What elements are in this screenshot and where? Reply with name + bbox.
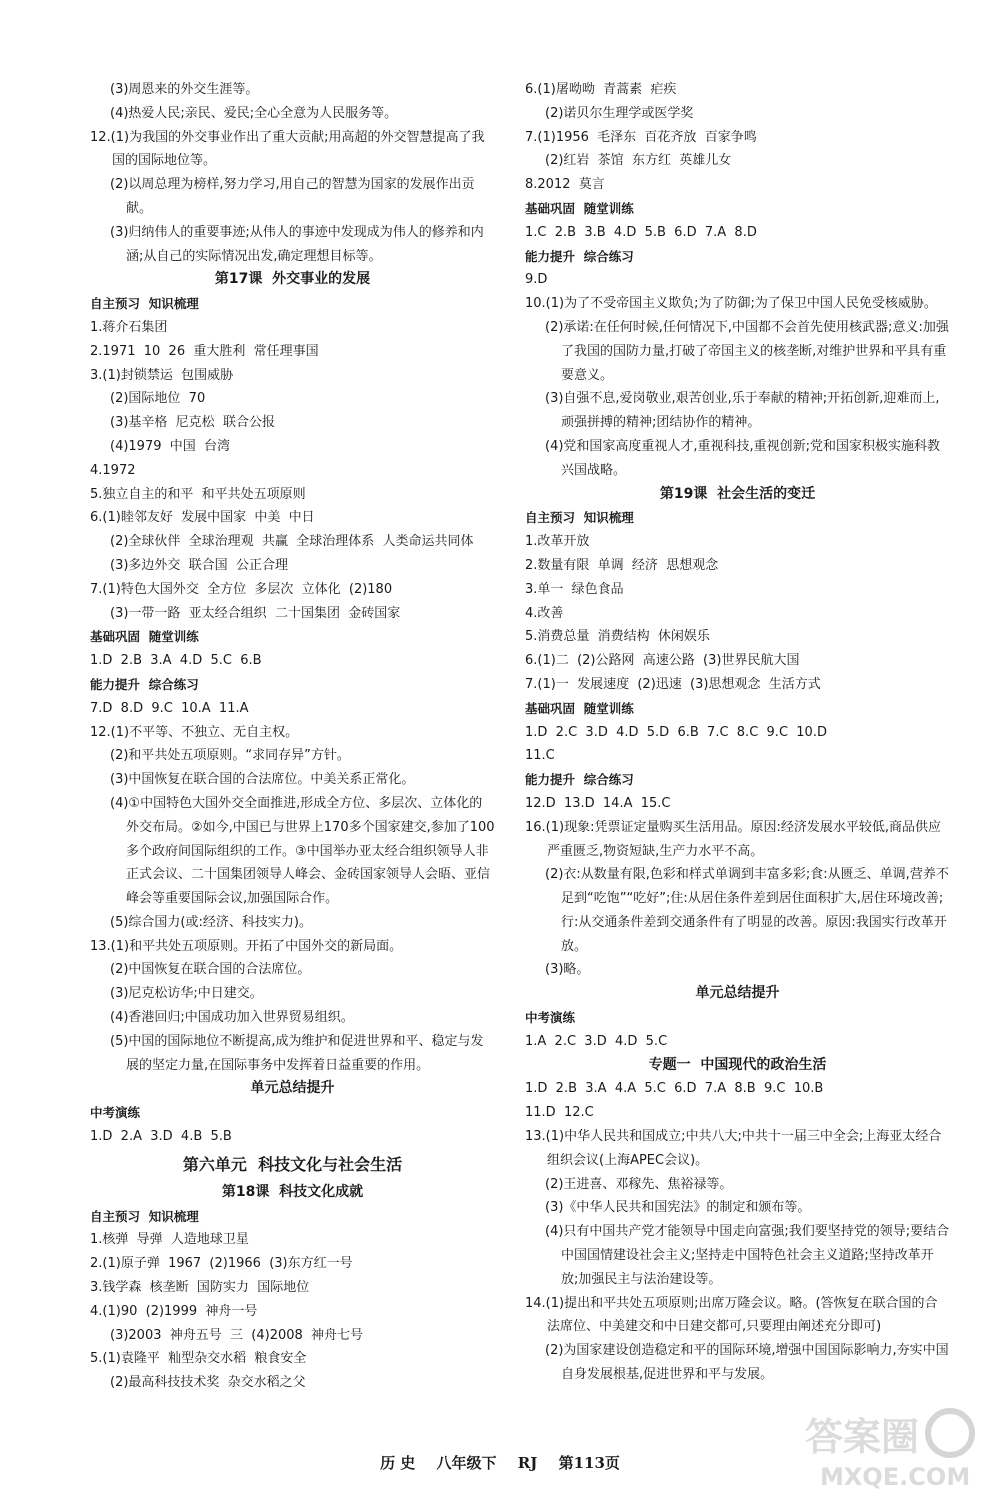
answer-line: 2.数量有限 单调 经济 思想观念 [525, 557, 719, 573]
answer-line: 1.蒋介石集团 [90, 319, 168, 335]
answer-line: 11.D 12.C [525, 1105, 594, 1121]
watermark-logo [800, 1395, 985, 1495]
answer-line: (3)周恩来的外交生涯等。 [110, 82, 259, 97]
section-label: 能力提升 综合练习 [90, 676, 199, 692]
answer-line: 3.钱学森 核垄断 国防实力 国际地位 [90, 1280, 310, 1296]
answer-line: 3.单一 绿色食品 [525, 581, 624, 597]
section-heading: 单元总结提升 [695, 985, 780, 1002]
section-label: 能力提升 综合练习 [525, 772, 634, 788]
footer-page-number: 第113页 [558, 1454, 620, 1472]
section-heading: 单元总结提升 [250, 1080, 335, 1097]
section-heading: 第六单元 科技文化与社会生活 [182, 1154, 403, 1174]
footer-grade: 八年级下 [436, 1454, 497, 1472]
answer-line: (3)自强不息,爱岗敬业,艰苦创业,乐于奉献的精神;开拓创新,迎难而上,顽强拼搏的精神;团结协作的精神。 [545, 391, 940, 431]
answer-line: (3)多边外交 联合国 公正合理 [110, 557, 288, 573]
answer-line: 1.D 2.B 3.A 4.A 5.C 6.D 7.A 8.B 9.C 10.B [525, 1081, 824, 1097]
section-label: 自主预习 知识梳理 [525, 510, 634, 526]
svg-text:答案圈: 答案圈 [805, 1415, 920, 1459]
answer-line: 3.(1)封锁禁运 包围威胁 [90, 367, 234, 383]
left-column [90, 78, 495, 1395]
answer-line: (2)国际地位 70 [110, 391, 206, 407]
answer-line: 1.核弹 导弹 人造地球卫星 [90, 1232, 249, 1248]
answer-line: 1.改革开放 [525, 534, 590, 550]
answer-line: 8.2012 莫言 [525, 177, 605, 193]
answer-line: (4)①中国特色大国外交全面推进,形成全方位、多层次、立体化的外交布局。②如今,中国已与世界上170多个国家建交,参加了100多个政府间国际组织的工作。③中国举办亚太经合组织领导人非正式会议、二十国集团领导人峰会、金砖国家领导人会晤、亚信峰会等重要国际会议,加强国际合作。 [110, 795, 495, 907]
answer-line: (4)只有中国共产党才能领导中国走向富强;我们要坚持党的领导;要结合中国国情建设社会主义;坚持走中国特色社会主义道路;坚持改革开放;加强民主与法治建设等。 [545, 1224, 950, 1287]
section-label: 中考演练 [90, 1105, 141, 1121]
answer-line: (3)略。 [545, 962, 590, 978]
answer-line: 7.(1)一 发展速度 (2)迅速 (3)思想观念 生活方式 [525, 676, 821, 692]
answer-line: 5.独立自主的和平 和平共处五项原则 [90, 486, 306, 502]
answer-line: 16.(1)现象:凭票证定量购买生活用品。原因:经济发展水平较低,商品供应严重匮乏,物资短缺,生产力水平不高。 [525, 819, 941, 859]
answer-line: (4)热爱人民;亲民、爱民;全心全意为人民服务等。 [110, 105, 398, 121]
answer-line: (3)中国恢复在联合国的合法席位。中美关系正常化。 [110, 772, 415, 788]
answer-line: (2)和平共处五项原则。“求同存异”方针。 [110, 748, 350, 764]
svg-text:MXQE.COM: MXQE.COM [820, 1463, 971, 1491]
answer-line: 4.1972 [90, 462, 136, 478]
answer-line: (3)基辛格 尼克松 联合公报 [110, 415, 275, 431]
answer-line: (2)王进喜、邓稼先、焦裕禄等。 [545, 1176, 733, 1192]
answer-line: 6.(1)睦邻友好 发展中国家 中美 中日 [90, 510, 315, 526]
answer-line: (4)香港回归;中国成功加入世界贸易组织。 [110, 1010, 354, 1026]
answer-line: (2)承诺:在任何时候,任何情况下,中国都不会首先使用核武器;意义:加强了我国的国防力量,打破了帝国主义的核垄断,对维护世界和平具有重要意义。 [545, 319, 949, 383]
answer-line: (5)中国的国际地位不断提高,成为维护和促进世界和平、稳定与发展的坚定力量,在国际事务中发挥着日益重要的作用。 [110, 1033, 484, 1073]
answer-line: 12.D 13.D 14.A 15.C [525, 795, 671, 811]
section-heading: 第18课 科技文化成就 [221, 1183, 364, 1200]
section-label: 基础巩固 随堂训练 [525, 700, 634, 716]
answer-line: 12.(1)不平等、不独立、无自主权。 [90, 724, 299, 740]
answer-line: 2.1971 10 26 重大胜利 常任理事国 [90, 343, 319, 359]
answer-line: 1.A 2.C 3.D 4.D 5.C [525, 1033, 668, 1049]
footer-edition: RJ [517, 1454, 538, 1472]
answer-line: (3)一带一路 亚太经合组织 二十国集团 金砖国家 [110, 605, 401, 621]
answer-line: (2)红岩 茶馆 东方红 英雄儿女 [545, 153, 732, 169]
answer-line: 1.D 2.C 3.D 4.D 5.D 6.B 7.C 8.C 9.C 10.D [525, 724, 827, 740]
answer-line: (2)中国恢复在联合国的合法席位。 [110, 962, 311, 978]
answer-line: 6.(1)屠呦呦 青蒿素 疟疾 [525, 82, 677, 97]
answer-line: (2)诺贝尔生理学或医学奖 [545, 105, 694, 121]
answer-line: 5.消费总量 消费结构 休闲娱乐 [525, 629, 710, 645]
answer-line: 4.(1)90 (2)1999 神舟一号 [90, 1303, 258, 1319]
answer-line: (3)归纳伟人的重要事迹;从伟人的事迹中发现成为伟人的修养和内涵;从自己的实际情况出发,确定理想目标等。 [110, 224, 484, 264]
answer-line: 1.C 2.B 3.B 4.D 5.B 6.D 7.A 8.D [525, 224, 757, 240]
answer-line: 10.(1)为了不受帝国主义欺负;为了防御;为了保卫中国人民免受核威胁。 [525, 296, 937, 312]
answer-line: 14.(1)提出和平共处五项原则;出席万隆会议。略。(答恢复在联合国的合法席位、中美建交和中日建交都可,只要理由阐述充分即可) [525, 1295, 938, 1335]
answer-line: 4.改善 [525, 605, 564, 621]
right-column [525, 78, 950, 1387]
answer-line: (2)最高科技技术奖 杂交水稻之父 [110, 1375, 306, 1391]
answer-line: 7.(1)1956 毛泽东 百花齐放 百家争鸣 [525, 129, 757, 145]
answer-line: 1.D 2.B 3.A 4.D 5.C 6.B [90, 653, 262, 669]
answer-line: 6.(1)二 (2)公路网 高速公路 (3)世界民航大国 [525, 653, 800, 669]
answer-line: (4)1979 中国 台湾 [110, 438, 231, 454]
section-label: 自主预习 知识梳理 [90, 1208, 199, 1224]
footer-subject: 历 史 [380, 1454, 416, 1472]
answer-line: (3)2003 神舟五号 三 (4)2008 神舟七号 [110, 1327, 364, 1343]
section-heading: 第17课 外交事业的发展 [214, 271, 371, 288]
section-label: 基础巩固 随堂训练 [90, 629, 199, 645]
answer-line: 11.C [525, 748, 555, 764]
answer-line: (4)党和国家高度重视人才,重视科技,重视创新;党和国家积极实施科教兴国战略。 [545, 438, 941, 478]
answer-line: (2)为国家建设创造稳定和平的国际环境,增强中国国际影响力,夯实中国自身发展根基,促进世界和平与发展。 [545, 1343, 949, 1383]
section-heading: 第19课 社会生活的变迁 [659, 485, 816, 502]
answer-line: 1.D 2.A 3.D 4.B 5.B [90, 1129, 232, 1145]
answer-line: 7.D 8.D 9.C 10.A 11.A [90, 700, 249, 716]
answer-line: 13.(1)和平共处五项原则。开拓了中国外交的新局面。 [90, 938, 403, 954]
answer-line: (2)衣:从数量有限,色彩和样式单调到丰富多彩;食:从匮乏、单调,营养不足到“吃饱”“吃好”;住:从居住条件差到居住面积扩大,居住环境改善;行:从交通条件差到交通条件有了明显的改善。原因:我国实行改革开放。 [545, 867, 949, 954]
section-heading: 专题一 中国现代的政治生活 [648, 1056, 827, 1073]
answer-line: (2)以周总理为榜样,努力学习,用自己的智慧为国家的发展作出贡献。 [110, 177, 475, 216]
answer-line: 5.(1)袁隆平 籼型杂交水稻 粮食安全 [90, 1351, 307, 1367]
answer-line: 7.(1)特色大国外交 全方位 多层次 立体化 (2)180 [90, 581, 393, 597]
answer-line: 2.(1)原子弹 1967 (2)1966 (3)东方红一号 [90, 1256, 353, 1272]
answer-line: 9.D [525, 272, 548, 288]
section-label: 基础巩固 随堂训练 [525, 200, 634, 216]
answer-line: (5)综合国力(或:经济、科技实力)。 [110, 914, 312, 930]
section-label: 能力提升 综合练习 [525, 248, 634, 264]
answer-line: 12.(1)为我国的外交事业作出了重大贡献;用高超的外交智慧提高了我国的国际地位等。 [90, 129, 485, 169]
answer-line: 13.(1)中华人民共和国成立;中共八大;中共十一届三中全会;上海亚太经合组织会议(上海APEC会议)。 [525, 1129, 942, 1168]
answer-line: (2)全球伙伴 全球治理观 共赢 全球治理体系 人类命运共同体 [110, 534, 474, 550]
section-label: 中考演练 [525, 1010, 576, 1026]
section-label: 自主预习 知识梳理 [90, 296, 199, 312]
answer-line: (3)《中华人民共和国宪法》的制定和颁布等。 [545, 1200, 811, 1216]
answer-line: (3)尼克松访华;中日建交。 [110, 986, 263, 1002]
